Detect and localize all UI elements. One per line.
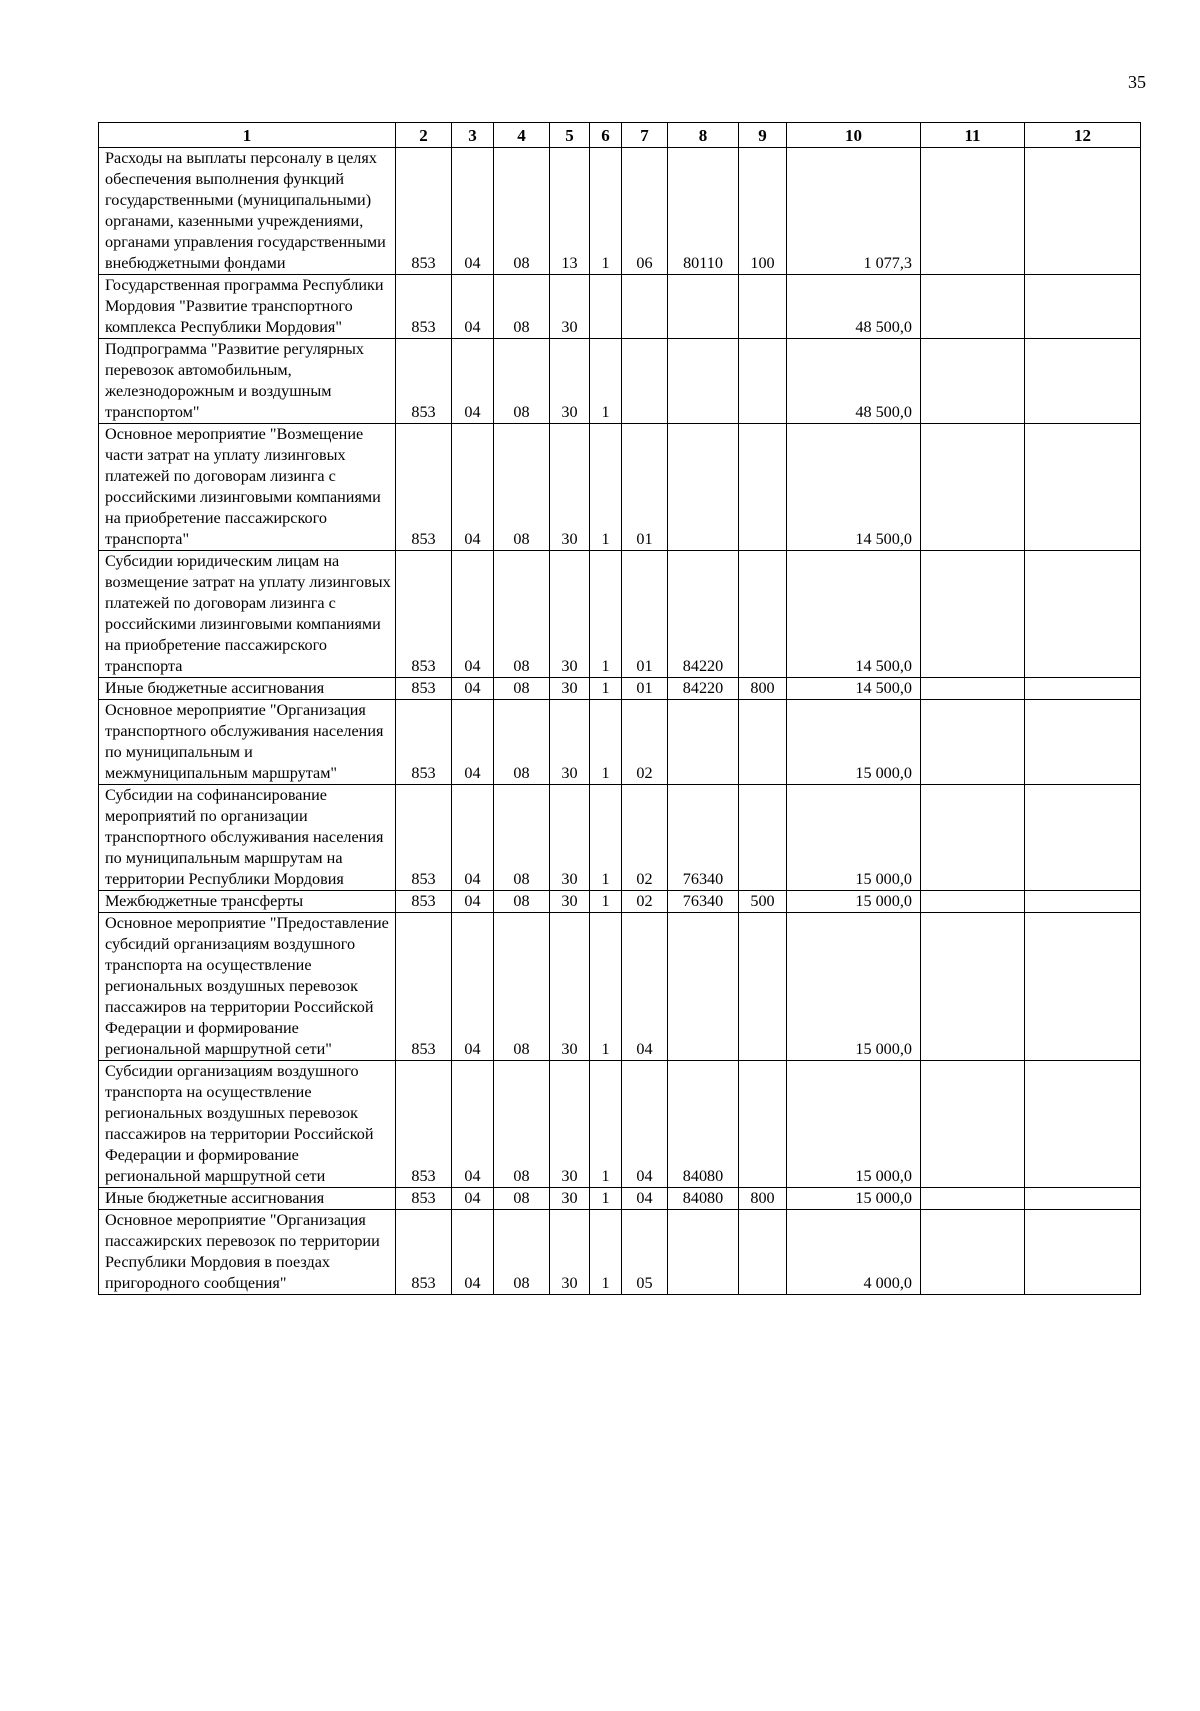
cell-col12 xyxy=(1025,1188,1141,1210)
cell-expense-type xyxy=(739,424,787,551)
cell-col11 xyxy=(921,424,1025,551)
cell-col11 xyxy=(921,785,1025,891)
budget-table xyxy=(98,122,1141,1295)
cell-expense-type xyxy=(739,275,787,339)
cell-col12 xyxy=(1025,700,1141,785)
cell-amount: 4 000,0 xyxy=(787,1210,921,1295)
cell-activity: 02 xyxy=(622,891,668,913)
cell-amount: 48 500,0 xyxy=(787,275,921,339)
cell-col12 xyxy=(1025,785,1141,891)
cell-subprogram: 1 xyxy=(590,1061,622,1188)
cell-direction xyxy=(668,424,739,551)
cell-subprogram: 1 xyxy=(590,913,622,1061)
cell-section: 04 xyxy=(452,1061,494,1188)
cell-expense-type xyxy=(739,551,787,678)
table-row xyxy=(99,551,1141,678)
cell-subprogram: 1 xyxy=(590,1210,622,1295)
cell-amount: 15 000,0 xyxy=(787,785,921,891)
cell-subsection: 08 xyxy=(494,551,550,678)
cell-col11 xyxy=(921,700,1025,785)
column-header: 9 xyxy=(739,123,787,148)
column-header: 12 xyxy=(1025,123,1141,148)
cell-subprogram: 1 xyxy=(590,700,622,785)
cell-ministry: 853 xyxy=(396,424,452,551)
row-name: Субсидии на софинансирование мероприятий по организации транспортного обслуживания населения по муниципальным маршрутам на территории Республики Мордовия xyxy=(99,785,396,891)
page-number: 35 xyxy=(1128,72,1146,92)
cell-col12 xyxy=(1025,551,1141,678)
cell-col12 xyxy=(1025,339,1141,424)
cell-expense-type xyxy=(739,339,787,424)
cell-program: 30 xyxy=(550,700,590,785)
cell-subsection: 08 xyxy=(494,1061,550,1188)
cell-ministry: 853 xyxy=(396,913,452,1061)
cell-activity: 05 xyxy=(622,1210,668,1295)
cell-ministry: 853 xyxy=(396,785,452,891)
table-row xyxy=(99,1210,1141,1295)
cell-amount: 15 000,0 xyxy=(787,1188,921,1210)
cell-section: 04 xyxy=(452,913,494,1061)
cell-expense-type: 800 xyxy=(739,1188,787,1210)
cell-col12 xyxy=(1025,891,1141,913)
cell-expense-type xyxy=(739,1210,787,1295)
cell-col11 xyxy=(921,678,1025,700)
table-row xyxy=(99,148,1141,275)
table-row xyxy=(99,785,1141,891)
cell-program: 13 xyxy=(550,148,590,275)
cell-col11 xyxy=(921,339,1025,424)
cell-col11 xyxy=(921,891,1025,913)
cell-ministry: 853 xyxy=(396,891,452,913)
cell-direction: 84220 xyxy=(668,678,739,700)
cell-col11 xyxy=(921,1188,1025,1210)
cell-col12 xyxy=(1025,1210,1141,1295)
cell-expense-type: 800 xyxy=(739,678,787,700)
cell-direction: 84080 xyxy=(668,1061,739,1188)
cell-amount: 15 000,0 xyxy=(787,1061,921,1188)
cell-direction: 80110 xyxy=(668,148,739,275)
table-row xyxy=(99,1061,1141,1188)
cell-amount: 1 077,3 xyxy=(787,148,921,275)
cell-activity: 04 xyxy=(622,1061,668,1188)
cell-amount: 15 000,0 xyxy=(787,913,921,1061)
cell-direction xyxy=(668,913,739,1061)
cell-col11 xyxy=(921,275,1025,339)
cell-expense-type: 500 xyxy=(739,891,787,913)
row-name: Основное мероприятие "Организация транспортного обслуживания населения по муниципальным и межмуниципальным маршрутам" xyxy=(99,700,396,785)
cell-amount: 14 500,0 xyxy=(787,678,921,700)
cell-subsection: 08 xyxy=(494,275,550,339)
cell-subprogram: 1 xyxy=(590,148,622,275)
cell-section: 04 xyxy=(452,424,494,551)
column-header: 7 xyxy=(622,123,668,148)
cell-subsection: 08 xyxy=(494,339,550,424)
column-header: 2 xyxy=(396,123,452,148)
header-row xyxy=(99,123,1141,148)
column-header: 1 xyxy=(99,123,396,148)
cell-subsection: 08 xyxy=(494,700,550,785)
row-name: Подпрограмма "Развитие регулярных перевозок автомобильным, железнодорожным и воздушным транспортом" xyxy=(99,339,396,424)
cell-subprogram: 1 xyxy=(590,339,622,424)
cell-subprogram xyxy=(590,275,622,339)
cell-subsection: 08 xyxy=(494,148,550,275)
table-row xyxy=(99,700,1141,785)
cell-direction xyxy=(668,339,739,424)
cell-program: 30 xyxy=(550,424,590,551)
table-row xyxy=(99,913,1141,1061)
row-name: Субсидии юридическим лицам на возмещение затрат на уплату лизинговых платежей по договорам лизинга с российскими лизинговыми компаниями на приобретение пассажирского транспорта xyxy=(99,551,396,678)
table-header xyxy=(99,123,1141,148)
row-name: Межбюджетные трансферты xyxy=(99,891,396,913)
cell-activity: 04 xyxy=(622,913,668,1061)
cell-col12 xyxy=(1025,1061,1141,1188)
row-name: Иные бюджетные ассигнования xyxy=(99,1188,396,1210)
cell-subsection: 08 xyxy=(494,785,550,891)
cell-col12 xyxy=(1025,913,1141,1061)
cell-col11 xyxy=(921,1210,1025,1295)
cell-col11 xyxy=(921,913,1025,1061)
cell-section: 04 xyxy=(452,551,494,678)
cell-direction xyxy=(668,275,739,339)
cell-subsection: 08 xyxy=(494,424,550,551)
cell-activity: 04 xyxy=(622,1188,668,1210)
row-name: Расходы на выплаты персоналу в целях обеспечения выполнения функций государственными (муниципальными) органами, казенными учреждениями, органами управления государственными внебюджетными фондами xyxy=(99,148,396,275)
cell-ministry: 853 xyxy=(396,275,452,339)
cell-ministry: 853 xyxy=(396,148,452,275)
cell-section: 04 xyxy=(452,700,494,785)
cell-subprogram: 1 xyxy=(590,785,622,891)
table-row xyxy=(99,424,1141,551)
cell-section: 04 xyxy=(452,1188,494,1210)
table-row xyxy=(99,891,1141,913)
cell-subsection: 08 xyxy=(494,913,550,1061)
cell-subprogram: 1 xyxy=(590,1188,622,1210)
cell-subsection: 08 xyxy=(494,891,550,913)
cell-expense-type xyxy=(739,913,787,1061)
cell-expense-type xyxy=(739,785,787,891)
cell-ministry: 853 xyxy=(396,1061,452,1188)
cell-subsection: 08 xyxy=(494,678,550,700)
cell-program: 30 xyxy=(550,1061,590,1188)
column-header: 5 xyxy=(550,123,590,148)
cell-direction: 84220 xyxy=(668,551,739,678)
cell-col11 xyxy=(921,148,1025,275)
cell-subprogram: 1 xyxy=(590,891,622,913)
cell-activity: 01 xyxy=(622,424,668,551)
cell-subprogram: 1 xyxy=(590,678,622,700)
cell-subprogram: 1 xyxy=(590,424,622,551)
cell-activity xyxy=(622,275,668,339)
cell-activity: 01 xyxy=(622,678,668,700)
cell-direction: 76340 xyxy=(668,785,739,891)
cell-ministry: 853 xyxy=(396,678,452,700)
column-header: 6 xyxy=(590,123,622,148)
cell-program: 30 xyxy=(550,913,590,1061)
table-row xyxy=(99,339,1141,424)
cell-expense-type: 100 xyxy=(739,148,787,275)
column-header: 8 xyxy=(668,123,739,148)
cell-section: 04 xyxy=(452,148,494,275)
cell-direction xyxy=(668,1210,739,1295)
cell-direction: 84080 xyxy=(668,1188,739,1210)
cell-activity: 02 xyxy=(622,700,668,785)
cell-program: 30 xyxy=(550,275,590,339)
cell-amount: 14 500,0 xyxy=(787,424,921,551)
column-header: 10 xyxy=(787,123,921,148)
cell-program: 30 xyxy=(550,1210,590,1295)
row-name: Государственная программа Республики Мордовия "Развитие транспортного комплекса Республики Мордовия" xyxy=(99,275,396,339)
cell-ministry: 853 xyxy=(396,551,452,678)
cell-col12 xyxy=(1025,275,1141,339)
column-header: 11 xyxy=(921,123,1025,148)
row-name: Основное мероприятие "Организация пассажирских перевозок по территории Республики Мордовия в поездах пригородного сообщения" xyxy=(99,1210,396,1295)
cell-col12 xyxy=(1025,148,1141,275)
cell-section: 04 xyxy=(452,891,494,913)
cell-subsection: 08 xyxy=(494,1188,550,1210)
cell-ministry: 853 xyxy=(396,1188,452,1210)
cell-amount: 48 500,0 xyxy=(787,339,921,424)
column-header: 3 xyxy=(452,123,494,148)
table-body xyxy=(99,148,1141,1295)
cell-section: 04 xyxy=(452,678,494,700)
cell-activity xyxy=(622,339,668,424)
table-row xyxy=(99,1188,1141,1210)
cell-program: 30 xyxy=(550,785,590,891)
cell-ministry: 853 xyxy=(396,700,452,785)
row-name: Субсидии организациям воздушного транспорта на осуществление региональных воздушных перевозок пассажиров на территории Российской Федерации и формирование региональной маршрутной сети xyxy=(99,1061,396,1188)
cell-section: 04 xyxy=(452,785,494,891)
cell-program: 30 xyxy=(550,1188,590,1210)
cell-amount: 15 000,0 xyxy=(787,891,921,913)
cell-subsection: 08 xyxy=(494,1210,550,1295)
cell-subprogram: 1 xyxy=(590,551,622,678)
cell-col11 xyxy=(921,1061,1025,1188)
table-row xyxy=(99,678,1141,700)
cell-section: 04 xyxy=(452,275,494,339)
row-name: Основное мероприятие "Предоставление субсидий организациям воздушного транспорта на осуществление региональных воздушных перевозок пассажиров на территории Российской Федерации и формирование региональной маршрутной сети" xyxy=(99,913,396,1061)
row-name: Основное мероприятие "Возмещение части затрат на уплату лизинговых платежей по договорам лизинга с российскими лизинговыми компаниями на приобретение пассажирского транспорта" xyxy=(99,424,396,551)
cell-col11 xyxy=(921,551,1025,678)
cell-activity: 01 xyxy=(622,551,668,678)
cell-amount: 15 000,0 xyxy=(787,700,921,785)
cell-program: 30 xyxy=(550,891,590,913)
cell-program: 30 xyxy=(550,339,590,424)
cell-col12 xyxy=(1025,424,1141,551)
cell-ministry: 853 xyxy=(396,1210,452,1295)
cell-program: 30 xyxy=(550,551,590,678)
column-header: 4 xyxy=(494,123,550,148)
cell-program: 30 xyxy=(550,678,590,700)
cell-expense-type xyxy=(739,1061,787,1188)
cell-activity: 02 xyxy=(622,785,668,891)
cell-direction: 76340 xyxy=(668,891,739,913)
cell-ministry: 853 xyxy=(396,339,452,424)
cell-section: 04 xyxy=(452,1210,494,1295)
cell-amount: 14 500,0 xyxy=(787,551,921,678)
cell-activity: 06 xyxy=(622,148,668,275)
cell-direction xyxy=(668,700,739,785)
cell-col12 xyxy=(1025,678,1141,700)
row-name: Иные бюджетные ассигнования xyxy=(99,678,396,700)
cell-expense-type xyxy=(739,700,787,785)
table-row xyxy=(99,275,1141,339)
cell-section: 04 xyxy=(452,339,494,424)
